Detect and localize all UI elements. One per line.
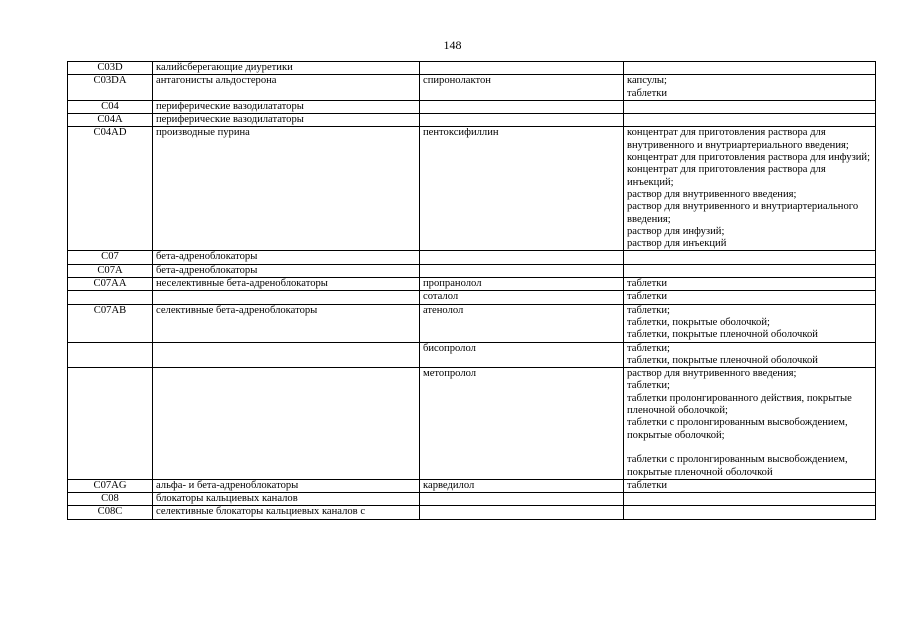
table-row xyxy=(68,251,876,264)
table-row xyxy=(68,506,876,519)
group-name-cell xyxy=(153,291,420,304)
group-name-cell: селективные блокаторы кальциевых каналов с xyxy=(153,506,420,519)
table-row xyxy=(68,62,876,75)
group-name-cell: бета-адреноблокаторы xyxy=(153,264,420,277)
dosage-forms-cell xyxy=(624,506,876,519)
group-name-cell: периферические вазодилататоры xyxy=(153,114,420,127)
dosage-forms-cell: таблетки xyxy=(624,479,876,492)
drug-name-cell xyxy=(420,62,624,75)
group-name-cell: бета-адреноблокаторы xyxy=(153,251,420,264)
drug-name-cell: соталол xyxy=(420,291,624,304)
group-name-cell: альфа- и бета-адреноблокаторы xyxy=(153,479,420,492)
dosage-forms-cell: раствор для внутривенного введения; таблетки; таблетки пролонгированного действия, покрытые пленочной оболочкой; таблетки с пролонгированным высвобождением, покрытые оболочкой; таблетки с пролонгированным высвобождением, покрытые пленочной оболочкой xyxy=(624,368,876,480)
group-name-cell xyxy=(153,368,420,480)
atc-code-cell: C07A xyxy=(68,264,153,277)
drug-name-cell xyxy=(420,506,624,519)
table-row xyxy=(68,100,876,113)
table-row xyxy=(68,291,876,304)
dosage-forms-cell: капсулы; таблетки xyxy=(624,75,876,101)
dosage-forms-cell xyxy=(624,114,876,127)
atc-code-cell: C07AA xyxy=(68,278,153,291)
drug-name-cell: метопролол xyxy=(420,368,624,480)
atc-drug-table xyxy=(67,61,876,520)
atc-code-cell: C08C xyxy=(68,506,153,519)
group-name-cell: производные пурина xyxy=(153,127,420,251)
drug-name-cell: пропранолол xyxy=(420,278,624,291)
dosage-forms-cell xyxy=(624,493,876,506)
atc-code-cell: C08 xyxy=(68,493,153,506)
table-row xyxy=(68,493,876,506)
group-name-cell: антагонисты альдостерона xyxy=(153,75,420,101)
group-name-cell xyxy=(153,342,420,368)
dosage-forms-cell: таблетки xyxy=(624,278,876,291)
atc-code-cell xyxy=(68,342,153,368)
table-row xyxy=(68,127,876,251)
atc-code-cell: C04 xyxy=(68,100,153,113)
atc-code-cell: C03DA xyxy=(68,75,153,101)
group-name-cell: селективные бета-адреноблокаторы xyxy=(153,304,420,342)
table-row xyxy=(68,342,876,368)
dosage-forms-cell: таблетки; таблетки, покрытые пленочной оболочкой xyxy=(624,342,876,368)
group-name-cell: периферические вазодилататоры xyxy=(153,100,420,113)
dosage-forms-cell xyxy=(624,100,876,113)
drug-name-cell: атенолол xyxy=(420,304,624,342)
dosage-forms-cell: концентрат для приготовления раствора для внутривенного и внутриартериального введения; концентрат для приготовления раствора для инфузий; концентрат для приготовления раствора для инъекций; раствор для внутривенного введения; раствор для внутривенного и внутриартериального введения; раствор для инфузий; раствор для инъекций xyxy=(624,127,876,251)
drug-name-cell xyxy=(420,100,624,113)
atc-code-cell: C04A xyxy=(68,114,153,127)
drug-name-cell xyxy=(420,114,624,127)
drug-name-cell: бисопролол xyxy=(420,342,624,368)
drug-name-cell: пентоксифиллин xyxy=(420,127,624,251)
drug-name-cell: спиронолактон xyxy=(420,75,624,101)
atc-code-cell xyxy=(68,368,153,480)
table-row xyxy=(68,264,876,277)
drug-name-cell xyxy=(420,264,624,277)
atc-code-cell xyxy=(68,291,153,304)
atc-code-cell: C07 xyxy=(68,251,153,264)
drug-name-cell xyxy=(420,493,624,506)
drug-name-cell: карведилол xyxy=(420,479,624,492)
table-row xyxy=(68,368,876,480)
table-row xyxy=(68,304,876,342)
atc-code-cell: C03D xyxy=(68,62,153,75)
table-row xyxy=(68,278,876,291)
group-name-cell: калийсберегающие диуретики xyxy=(153,62,420,75)
atc-code-cell: C07AG xyxy=(68,479,153,492)
dosage-forms-cell xyxy=(624,251,876,264)
dosage-forms-cell xyxy=(624,264,876,277)
dosage-forms-cell: таблетки xyxy=(624,291,876,304)
atc-code-cell: C07AB xyxy=(68,304,153,342)
group-name-cell: неселективные бета-адреноблокаторы xyxy=(153,278,420,291)
drug-name-cell xyxy=(420,251,624,264)
dosage-forms-cell xyxy=(624,62,876,75)
group-name-cell: блокаторы кальциевых каналов xyxy=(153,493,420,506)
table-row xyxy=(68,114,876,127)
dosage-forms-cell: таблетки; таблетки, покрытые оболочкой; таблетки, покрытые пленочной оболочкой xyxy=(624,304,876,342)
table-row xyxy=(68,75,876,101)
page-number: 148 xyxy=(443,38,462,52)
table-body xyxy=(68,62,876,520)
atc-code-cell: C04AD xyxy=(68,127,153,251)
table-row xyxy=(68,479,876,492)
